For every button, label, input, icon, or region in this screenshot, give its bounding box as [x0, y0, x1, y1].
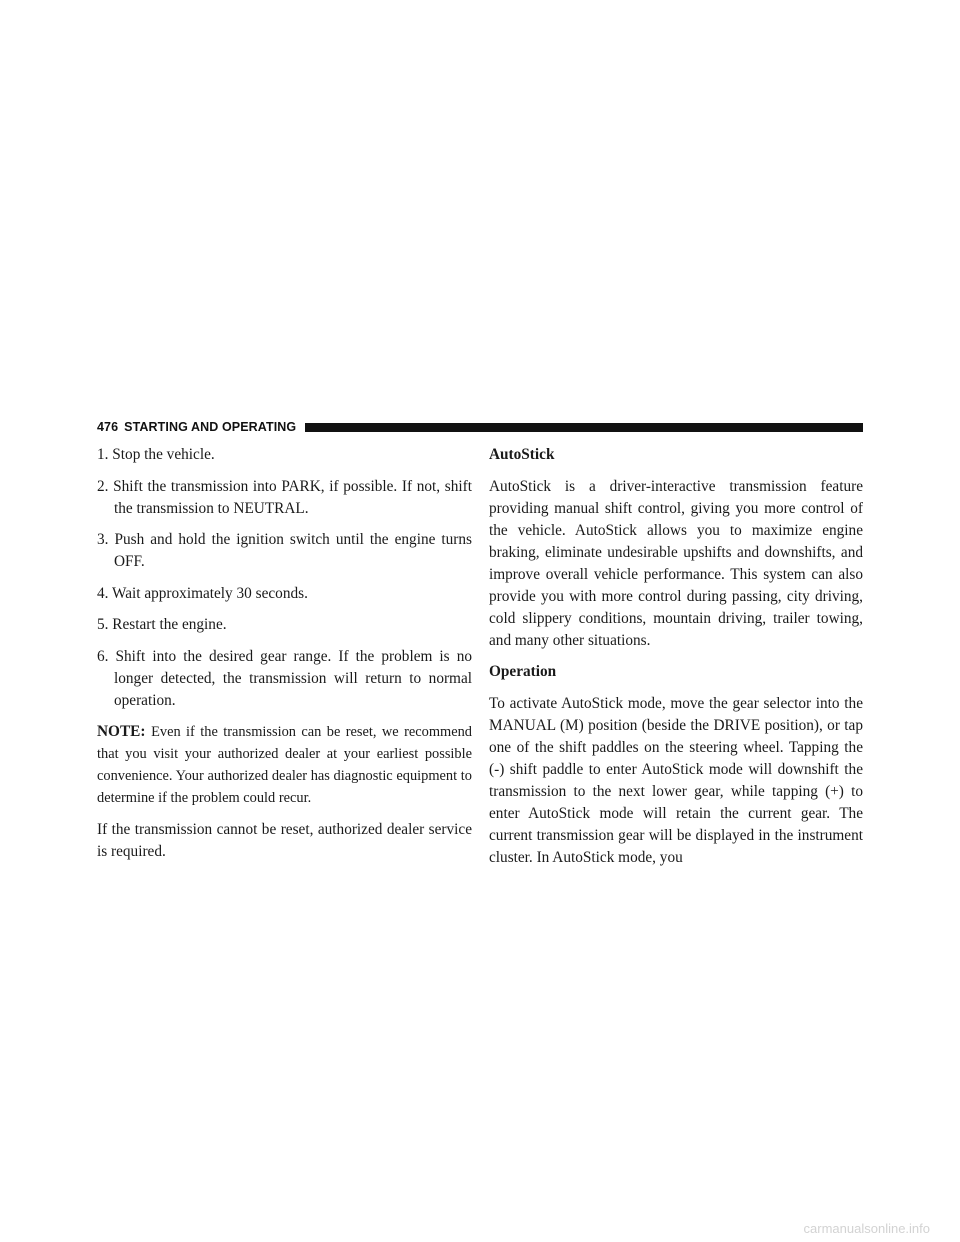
- autostick-paragraph: AutoStick is a driver-interactive transmission feature providing manual shift control, giving you more control of the vehicle. AutoStick allows you to maximize engine braking, eliminate undesirable upshifts and downshifts, and improve overall vehicle performance. This system can also provide you with more control during passing, city driving, cold slippery conditions, mountain driving, trailer towing, and many other situations.: [489, 477, 863, 649]
- page-header: [97, 420, 863, 434]
- step-1: 1. Stop the vehicle.: [97, 446, 215, 463]
- step-2: 2. Shift the transmission into PARK, if possible. If not, shift the transmission to NEUTRAL.: [97, 477, 472, 517]
- right-column: [489, 444, 863, 878]
- operation-paragraph: To activate AutoStick mode, move the gear selector into the MANUAL (M) position (beside the DRIVE position), or tap one of the shift paddles on the steering wheel. Tapping the (-) shift paddle to enter AutoStick mode will downshift the transmission to the next lower gear, while tapping (+) to enter AutoStick mode will retain the current gear. The current transmission gear will be displayed in the instrument cluster. In AutoStick mode, you: [489, 694, 863, 866]
- section-title: STARTING AND OPERATING: [124, 420, 297, 434]
- note-label: NOTE:: [97, 723, 146, 740]
- step-5: 5. Restart the engine.: [97, 616, 227, 633]
- note-text: Even if the transmission can be reset, we recommend that you visit your authorized dealer at your earliest possible convenience. Your authorized dealer has diagnostic equipment to determine if the problem could recur.: [97, 724, 473, 806]
- closing-paragraph: If the transmission cannot be reset, authorized dealer service is required.: [97, 820, 472, 860]
- autostick-heading: AutoStick: [489, 446, 555, 463]
- step-6: 6. Shift into the desired gear range. If the problem is no longer detected, the transmission will return to normal operation.: [97, 647, 472, 709]
- note-paragraph: [97, 721, 472, 809]
- header-rule: [305, 423, 863, 432]
- left-column: [97, 444, 472, 872]
- watermark: carmanualsonline.info: [803, 1221, 930, 1236]
- step-3: 3. Push and hold the ignition switch until the engine turns OFF.: [97, 531, 472, 570]
- operation-heading: Operation: [489, 663, 557, 680]
- page-number: 476: [97, 420, 119, 434]
- step-4: 4. Wait approximately 30 seconds.: [97, 584, 308, 602]
